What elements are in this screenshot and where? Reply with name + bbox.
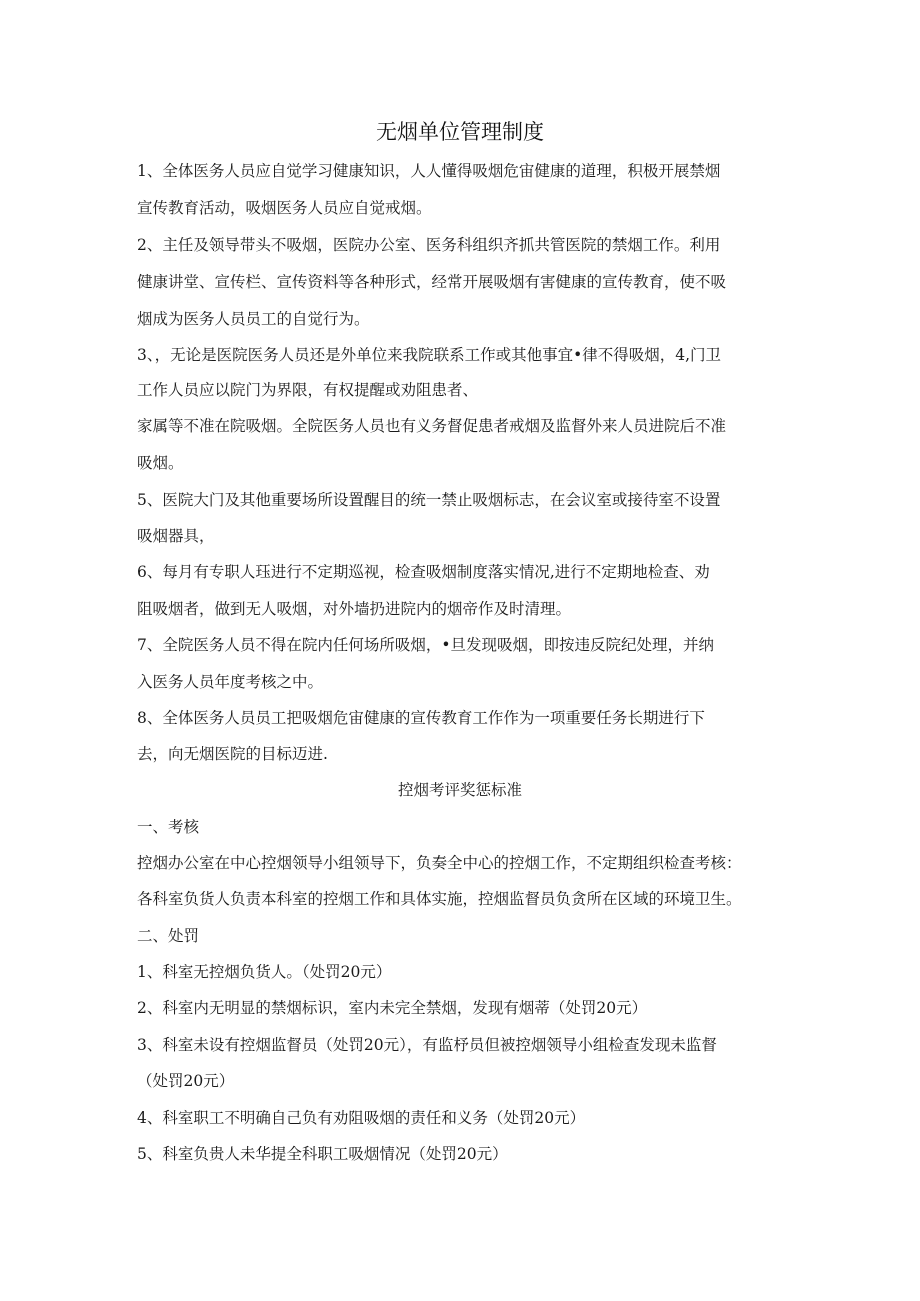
rule-line: 1、全体医务人员应自觉学习健康知识，人人懂得吸烟危宙健康的道理，积极开展禁烟	[137, 162, 721, 180]
rule-line: 去，向无烟医院的目标迈进.	[137, 745, 328, 763]
rule-line: 8、全体医务人员员工把吸烟危宙健康的宣传教育工作作为一项重要任务长期进行下	[137, 709, 705, 727]
penalty-line: 1、科室无控烟负货人。（处罚20元）	[137, 963, 392, 981]
standard-line: 各科室负货人负责本科室的控烟工作和具体实施，控烟监督员负贪所在区域的环境卫生。	[137, 890, 742, 908]
rule-line: 2、主任及领导带头不吸烟，医院办公室、医务科组织齐抓共管医院的禁烟工作。利用	[137, 236, 721, 254]
standard-line: 控烟办公室在中心控烟领导小组领导下，负奏全中心的控烟工作，不定期组织检查考核：	[137, 854, 742, 872]
rule-line: 吸烟器具，	[137, 527, 215, 545]
rule-line: 阻吸烟者，做到无人吸烟，对外墙扔进院内的烟帝作及时清理。	[137, 600, 572, 618]
rule-line: 7、全院医务人员不得在院内任何场所吸烟，•旦发现吸烟，即按违反院纪处理，并纳	[137, 636, 715, 654]
rule-line: 5、医院大门及其他重要场所设置醒目的统一禁止吸烟标志，在会议室或接待室不设置	[137, 491, 721, 509]
rule-line: 家属等不准在院吸烟。全院医务人员也有义务督促患者戒烟及监督外来人员进院后不准	[137, 417, 727, 435]
rule-line: 吸烟。	[137, 454, 184, 472]
rule-line: 工作人员应以院门为界限，有权提醒或劝阻患者、	[137, 381, 479, 399]
penalty-line: 4、科室职工不明确自己负有劝阻吸烟的责任和义务（处罚20元）	[137, 1109, 586, 1127]
rule-line: 入医务人员年度考核之中。	[137, 673, 324, 691]
rule-line: 6、每月有专职人珏进行不定期巡视，检查吸烟制度落实情况,进行不定期地检查、劝	[137, 563, 710, 581]
section-heading: 一、考核	[137, 818, 200, 836]
section-heading: 二、处罚	[137, 927, 200, 945]
rule-line: 宣传教育活动，吸烟医务人员应自觉戒烟。	[137, 199, 432, 217]
penalty-line: 2、科室内无明显的禁烟标识，室内未完全禁烟，发现有烟蒂（处罚20元）	[137, 999, 648, 1017]
rule-line: 3、，无论是医院医务人员还是外单位来我院联系工作或其他事宜•律不得吸烟，4,门卫	[137, 346, 722, 364]
document-title: 无烟单位管理制度	[376, 120, 544, 144]
penalty-line: （处罚20元）	[137, 1072, 235, 1090]
rule-line: 烟成为医务人员员工的自觉行为。	[137, 310, 370, 328]
section-subtitle: 控烟考评奖惩标准	[397, 781, 522, 799]
rule-line: 健康讲堂、宣传栏、宣传资料等各种形式，经常开展吸烟有害健康的宣传教育，使不吸	[137, 273, 727, 291]
penalty-line: 3、科室未设有控烟监督员（处罚20元），有监杼员但被控烟领导小组检查发现未监督	[137, 1036, 717, 1054]
penalty-line: 5、科室负贵人未华提全科职工吸烟情况（处罚20元）	[137, 1145, 508, 1163]
